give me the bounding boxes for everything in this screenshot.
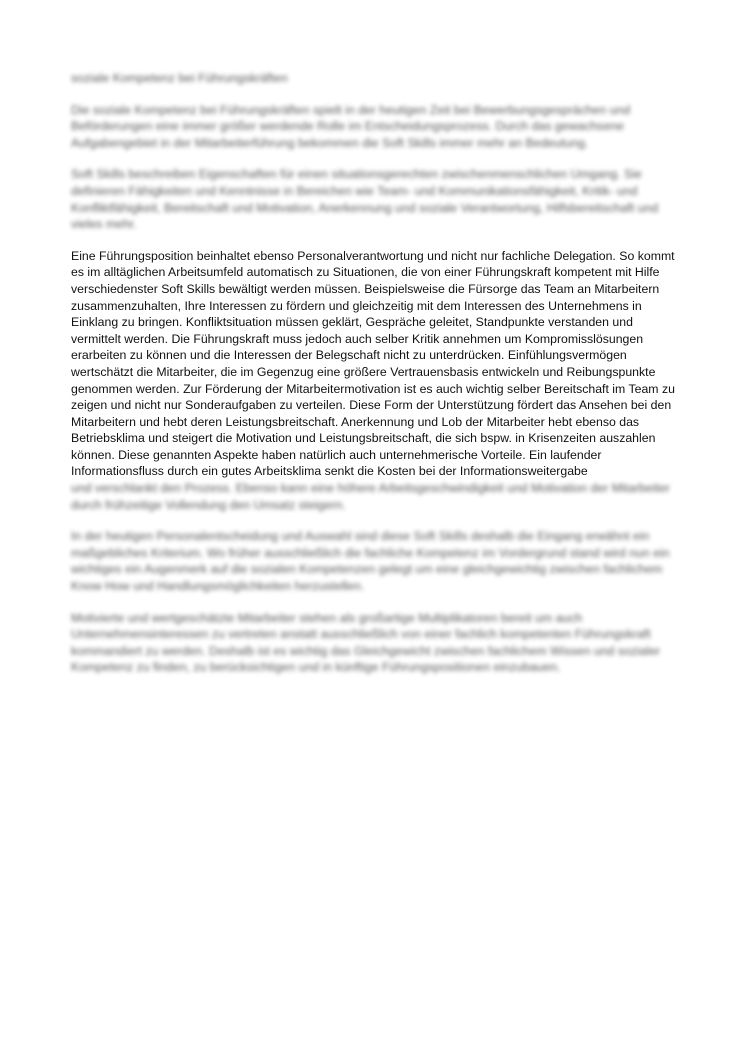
paragraph-soft-skills: Soft Skills beschreiben Eigenschaften für einen situationsgerechten zwischenmenschlichen Umgang. Sie definieren Fähigkeiten und Kenntnisse in Bereichen wie Team- und Kommunikationsfähigkeit, Kritik- und Konfliktfähigkeit, Bereitschaft und Motivation, Anerkennung und soziale Verantwortung, Hilfsbereitschaft und vieles mehr. xyxy=(71,167,659,232)
document-title: soziale Kompetenz bei Führungskräften xyxy=(71,71,288,85)
paragraph-conclusion: Motivierte und wertgeschätzte Mitarbeiter stehen als großartige Multiplikatoren bereit um auch Unternehmensinteressen zu vertreten anstatt ausschließlich von einer fachlich kompetenten Führungskraft kommandiert zu werden. Deshalb ist es wichtig das Gleichgewicht zwischen fachlichem Wissen und sozialer Kompetenz zu finden, zu berücksichtigen und in künftige Führungspositionen einzubauen. xyxy=(71,610,661,675)
document-page xyxy=(71,70,683,691)
paragraph-intro: Die soziale Kompetenz bei Führungskräften spielt in der heutigen Zeit bei Bewerbungsgesprächen und Beförderungen eine immer größer werdende Rolle im Entscheidungsprozess. Durch das gewachsene Aufgabengebiet in der Mitarbeiterführung bekommen die Soft Skills immer mehr an Bedeutung. xyxy=(71,102,631,150)
paragraph-personnel-selection: In der heutigen Personalentscheidung und Auswahl sind diese Soft Skills deshalb die Eingang erwähnt ein maßgebliches Kriterium. Wo früher ausschließlich die fachliche Kompetenz im Vordergrund stand wird nun ein wichtiges ein Augenmerk auf die sozialen Kompetenzen gelegt um eine gleichgewichtig zwischen fachlichem Know How und Handlungsmöglichkeiten herzustellen. xyxy=(71,529,670,594)
paragraph-leadership-blurred: und verschlankt den Prozess. Ebenso kann eine höhere Arbeitsgeschwindigkeit und Motivation der Mitarbeiter durch frühzeitige Vollendung den Umsatz steigern. xyxy=(71,481,670,512)
paragraph-leadership-clear: Eine Führungsposition beinhaltet ebenso Personalverantwortung und nicht nur fachliche Delegation. So kommt es im alltäglichen Arbeitsumfeld automatisch zu Situationen, die von einer Führungskraft kompetent mit Hilfe verschiedenster Soft Skills bewältigt werden müssen. Beispielsweise die Fürsorge das Team an Mitarbeitern zusammenzuhalten, Ihre Interessen zu fördern und gleichzeitig mit dem Interessen des Unternehmens in Einklang zu bringen. Konfliktsituation müssen geklärt, Gespräche geleitet, Standpunkte verstanden und vermittelt werden. Die Führungskraft muss jedoch auch selber Kritik annehmen um Kompromisslösungen erarbeiten zu können und die Interessen der Belegschaft nicht zu unterdrücken. Einfühlungsvermögen wertschätzt die Mitarbeiter, die im Gegenzug eine größere Vertrauensbasis entwickeln und Reibungspunkte genommen werden. Zur Förderung der Mitarbeitermotivation ist es auch wichtig selber Bereitschaft im Team zu zeigen und nicht nur Sonderaufgaben zu verteilen. Diese Form der Unterstützung fördert das Ansehen bei den Mitarbeitern und hebt deren Leistungsbreitschaft. Anerkennung und Lob der Mitarbeiter hebt ebenso das Betriebsklima und steigert die Motivation und Leistungsbreitschaft, die sich bspw. in Krisenzeiten auszahlen können. Diese genannten Aspekte haben natürlich auch unternehmerische Vorteile. Ein laufender Informationsfluss durch ein gutes Arbeitsklima senkt die Kosten bei der Informationsweitergabe xyxy=(71,248,675,479)
